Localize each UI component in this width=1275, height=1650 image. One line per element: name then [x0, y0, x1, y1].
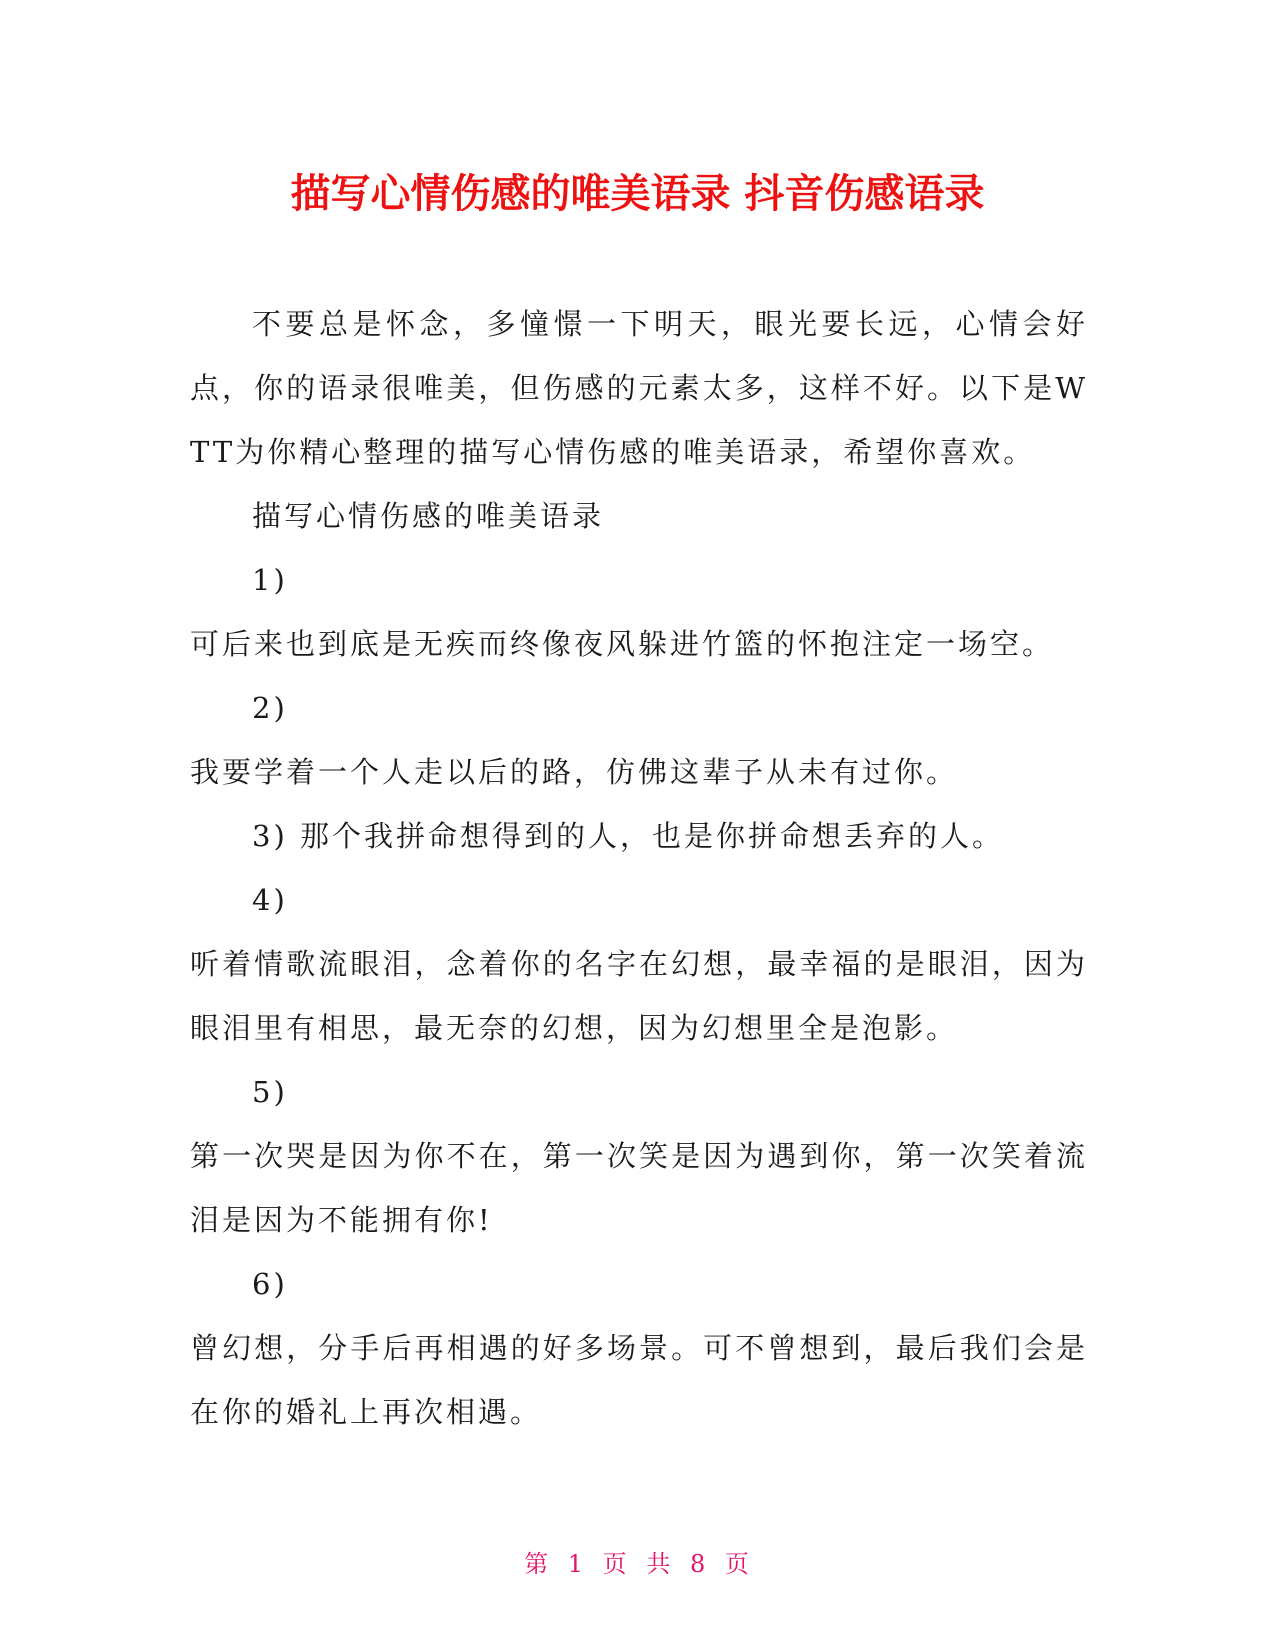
- item-number-1: 1): [252, 563, 288, 597]
- footer-label-total: 共: [646, 1550, 673, 1578]
- quote-2: 我要学着一个人走以后的路，仿佛这辈子从未有过你。: [190, 755, 959, 789]
- item-number-5: 5): [252, 1075, 288, 1109]
- document-body: [190, 292, 1088, 1444]
- footer-label-page: 第: [524, 1550, 551, 1578]
- item-number-2: 2): [252, 691, 288, 725]
- footer-current-page: 1: [567, 1550, 586, 1578]
- footer-total-pages: 8: [689, 1550, 708, 1578]
- quote-1: 可后来也到底是无疾而终像夜风躲进竹篮的怀抱注定一场空。: [190, 627, 1055, 661]
- item-number-6: 6): [252, 1267, 288, 1301]
- quote-6: 曾幻想，分手后再相遇的好多场景。可不曾想到，最后我们会是在你的婚礼上再次相遇。: [190, 1331, 1088, 1429]
- footer-label-total-unit: 页: [724, 1550, 751, 1578]
- quote-3: 3) 那个我拼命想得到的人，也是你拼命想丢弃的人。: [252, 819, 1004, 853]
- section-heading: 描写心情伤感的唯美语录: [252, 499, 605, 533]
- item-number-4: 4): [252, 883, 288, 917]
- quote-4: 听着情歌流眼泪，念着你的名字在幻想，最幸福的是眼泪，因为眼泪里有相思，最无奈的幻想，因为幻想里全是泡影。: [190, 947, 1088, 1045]
- intro-paragraph: 不要总是怀念，多憧憬一下明天，眼光要长远，心情会好点，你的语录很唯美，但伤感的元素太多，这样不好。以下是WTT为你精心整理的描写心情伤感的唯美语录，希望你喜欢。: [190, 307, 1088, 469]
- page-footer: [0, 1548, 1275, 1580]
- quote-5: 第一次哭是因为你不在，第一次笑是因为遇到你，第一次笑着流泪是因为不能拥有你!: [190, 1139, 1088, 1237]
- footer-label-page-unit: 页: [602, 1550, 629, 1578]
- document-title: 描写心情伤感的唯美语录 抖音伤感语录: [290, 171, 985, 217]
